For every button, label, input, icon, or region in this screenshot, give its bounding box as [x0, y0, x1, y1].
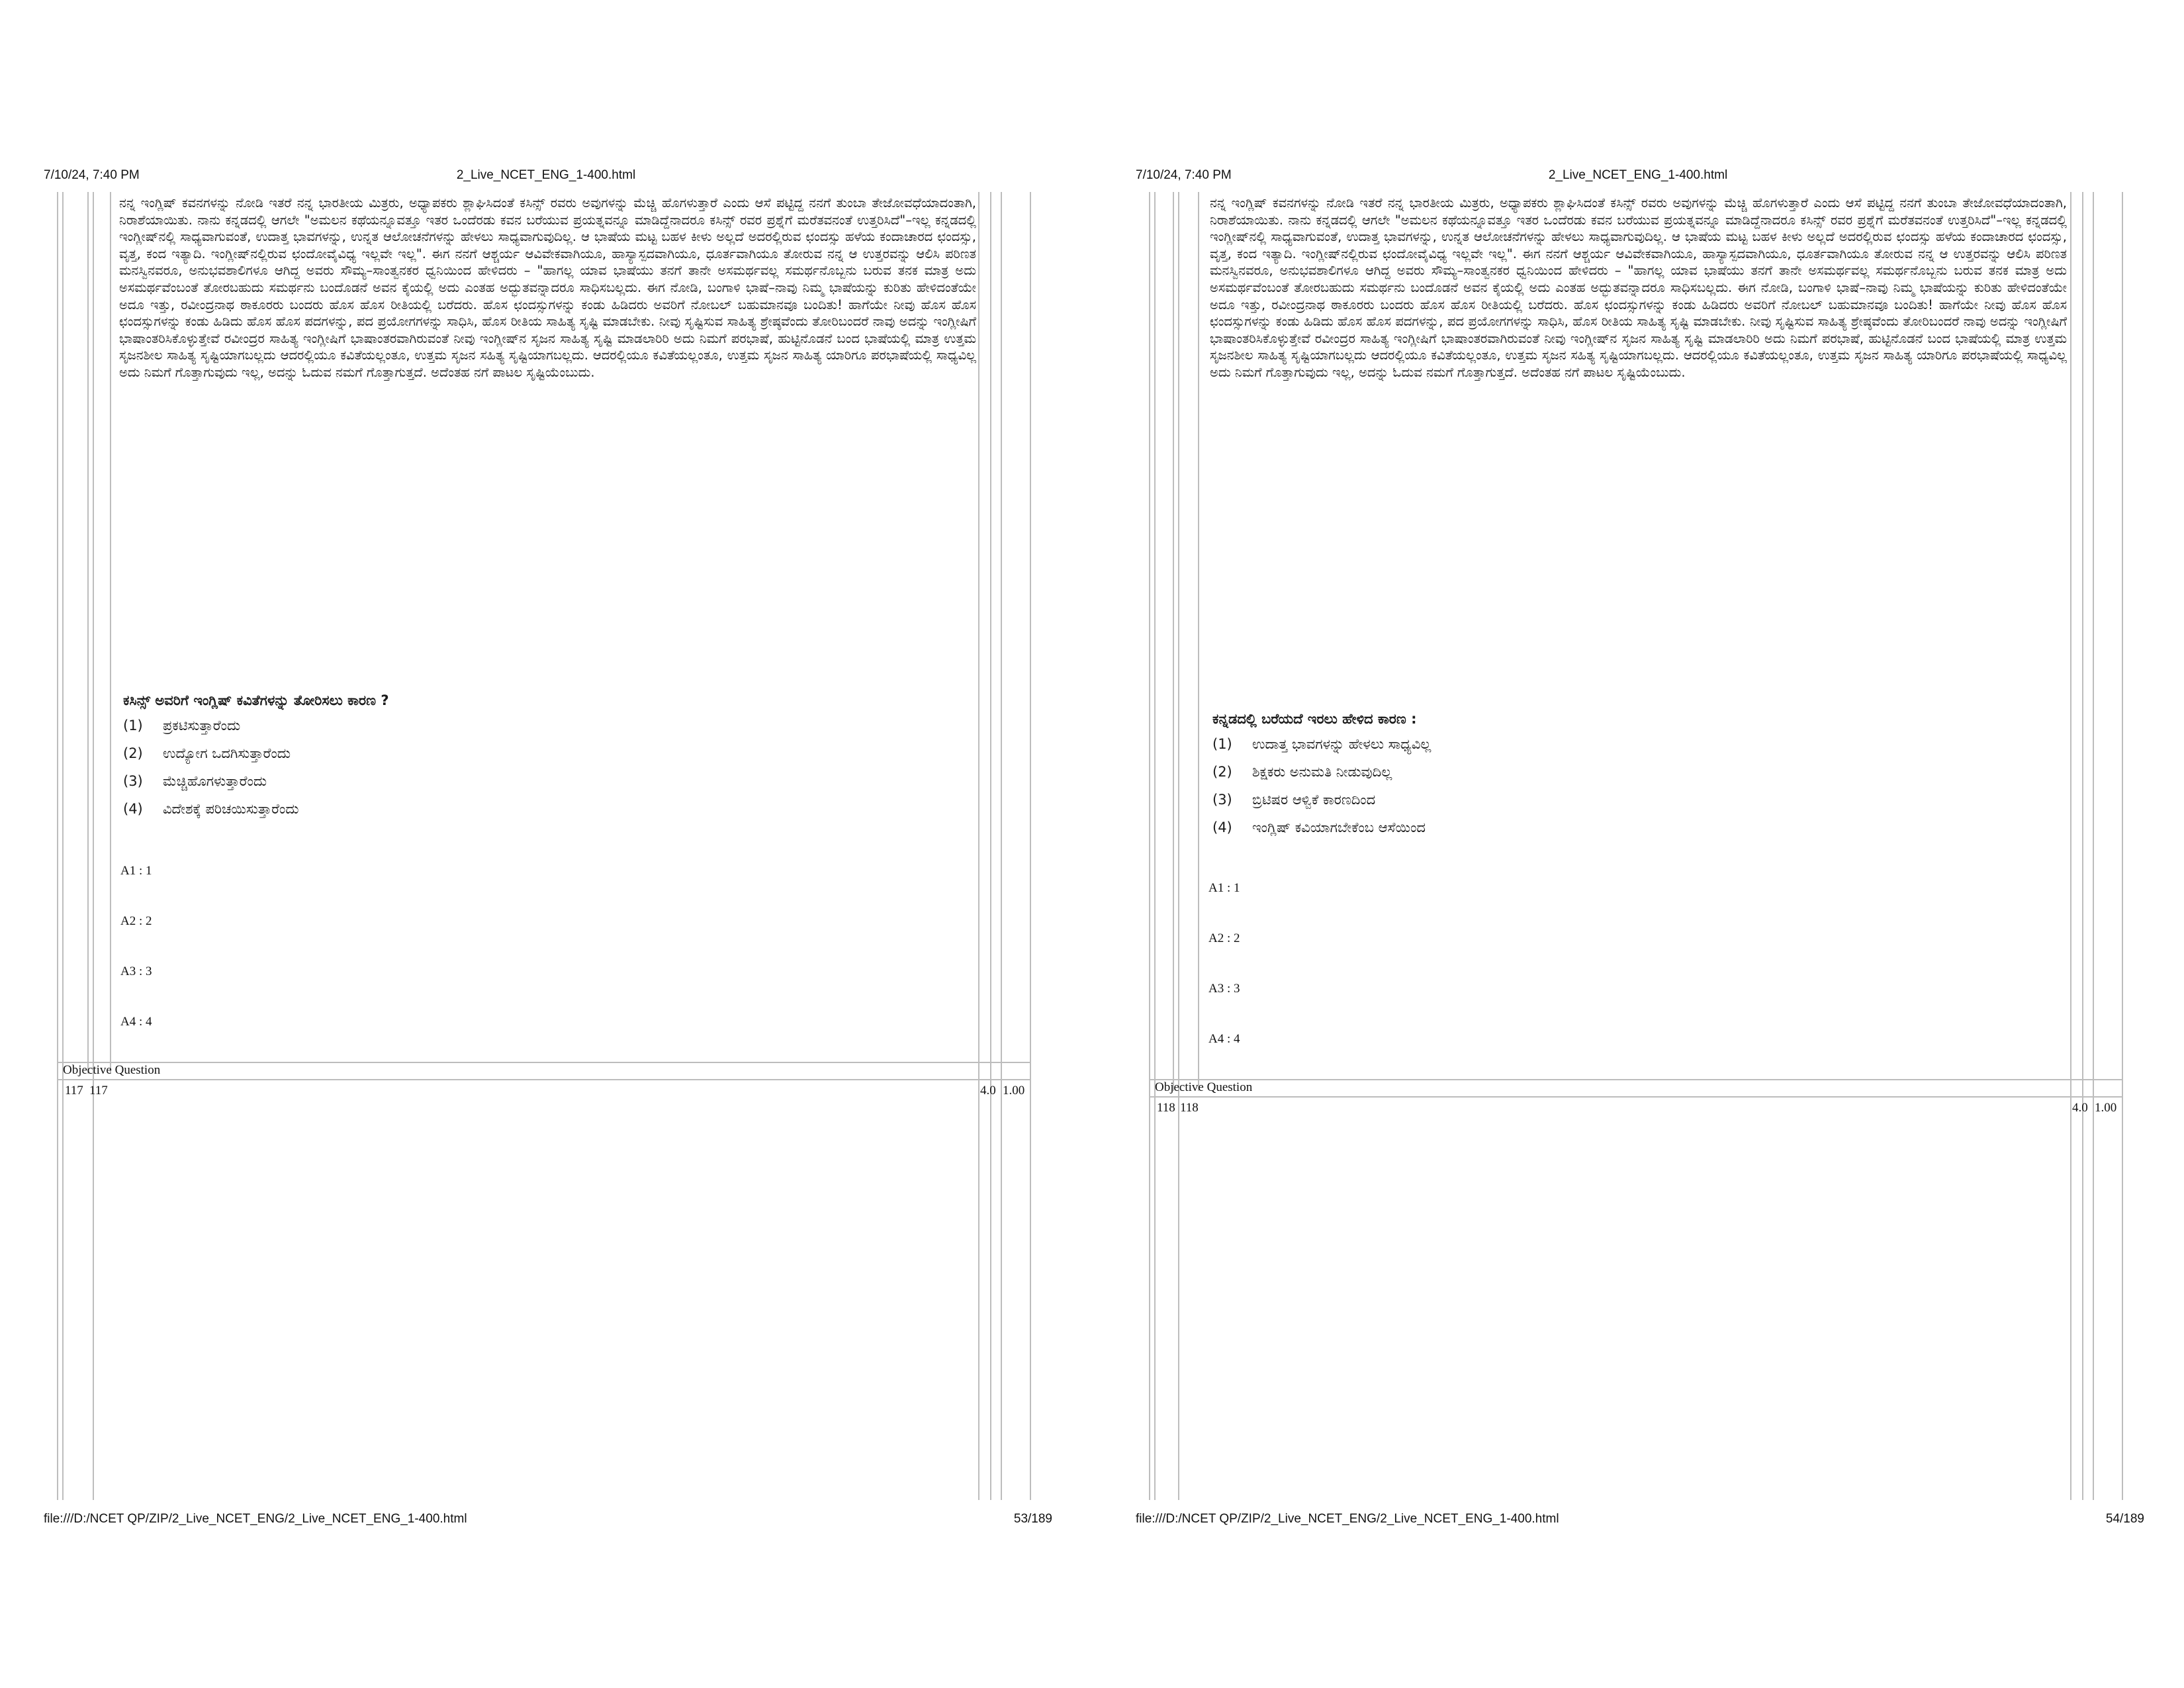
answer-key-3: A3 : 3 — [120, 964, 152, 978]
answer-key-2: A2 : 2 — [120, 914, 152, 928]
option-number: (2) — [123, 745, 143, 761]
table-border — [57, 1079, 1030, 1080]
comprehension-passage: ನನ್ನ ಇಂಗ್ಲಿಷ್ ಕವನಗಳನ್ನು ನೋಡಿ ಇತರೆ ನನ್ನ ಭಾರತೀಯ ಮಿತ್ರರು, ಅಧ್ಯಾಪಕರು ಶ್ಲಾಘಿಸಿದಂತೆ ಕಸಿನ್ಸ್ ರವರು ಅವುಗಳನ್ನು ಮೆಚ್ಚಿ ಹೊಗಳುತ್ತಾರೆ ಎಂದು ಆಸೆ ಪಟ್ಟಿದ್ದ ನನಗೆ ತುಂಬಾ ತೇಜೋವಧೆಯಾದಂತಾಗಿ, ನಿರಾಶೆಯಾಯಿತು. ನಾನು ಕನ್ನಡದಲ್ಲಿ ಆಗಲೇ "ಅಮಲನ ಕಥೆಯನ್ನೂವತ್ತೂ ಇತರ ಒಂದೆರಡು ಕವನ ಬರೆಯುವ ಪ್ರಯತ್ನವನ್ನೂ ಮಾಡಿದ್ದೆನಾದರೂ ಕಸಿನ್ಸ್ ರವರ ಪ್ರಶ್ನೆಗೆ ಮರೆತವನಂತೆ ಉತ್ತರಿಸಿದೆ"–ಇಲ್ಲ ಕನ್ನಡದಲ್ಲಿ ಇಂಗ್ಲೀಷ್‌ನಲ್ಲಿ ಸಾಧ್ಯವಾಗುವಂತೆ, ಉದಾತ್ತ ಭಾವಗಳನ್ನು, ಉನ್ನತ ಆಲೋಚನೆಗಳನ್ನು ಹೇಳಲು ಸಾಧ್ಯವಾಗುವುದಿಲ್ಲ. ಆ ಭಾಷೆಯ ಮಟ್ಟ ಬಹಳ ಕೀಳು ಅಲ್ಲದೆ ಅದರಲ್ಲಿರುವ ಛಂದಸ್ಸು ಹಳೆಯ ಕಂದಾಚಾರದ ಛಂದಸ್ಸು, ವೃತ್ತ, ಕಂದ ಇತ್ಯಾದಿ. ಇಂಗ್ಲೀಷ್‌ನಲ್ಲಿರುವ ಛಂದೋವೈವಿಧ್ಯ ಇಲ್ಲವೇ ಇಲ್ಲ". ಈಗ ನನಗೆ ಆಶ್ಚರ್ಯ ಆವಿವೇಕವಾಗಿಯೂ, ಹಾಸ್ಯಾಸ್ಪದವಾಗಿಯೂ, ಧೂರ್ತವಾಗಿಯೂ ತೋರುವ ನನ್ನ ಆ ಉತ್ತರವನ್ನು ಆಲಿಸಿ ಪರಿಣತ ಮನಸ್ವಿನವರೂ, ಅನುಭವಶಾಲಿಗಳೂ ಆಗಿದ್ದ ಅವರು ಸೌಮ್ಯ–ಸಾಂತ್ವನಕರ ಧ್ವನಿಯಿಂದ ಹೇಳಿದರು – "ಹಾಗಲ್ಲ ಯಾವ ಭಾಷೆಯು ತನಗೆ ತಾನೇ ಅಸಮರ್ಥವಲ್ಲ ಸಮರ್ಥನೊಬ್ಬನು ಬರುವ ತನಕ ಮಾತ್ರ ಅದು ಅಸಮರ್ಥವೆಂಬಂತೆ ತೋರಬಹುದು ಸಮರ್ಥನು ಬಂದೊಡನೆ ಅವನ ಕೈಯಲ್ಲಿ ಅದು ಎಂತಹ ಅದ್ಭುತವನ್ನಾದರೂ ಸಾಧಿಸಬಲ್ಲದು. ಈಗ ನೋಡಿ, ಬಂಗಾಳಿ ಭಾಷೆ–ನಾವು ನಿಮ್ಮ ಭಾಷೆಯನ್ನು ಕುರಿತು ಹೇಳಿದಂತೆಯೇ ಅದೂ ಇತ್ತು, ರವೀಂದ್ರನಾಥ ಠಾಕೂರರು ಬಂದರು ಹೊಸ ಹೊಸ ರೀತಿಯಲ್ಲಿ ಬರೆದರು. ಹೊಸ ಛಂದಸ್ಸುಗಳನ್ನು ಕಂಡು ಹಿಡಿದರು ಅವರಿಗೆ ನೋಬಲ್ ಬಹುಮಾನವೂ ಬಂದಿತು! ಹಾಗೆಯೇ ನೀವು ಹೊಸ ಹೊಸ ಛಂದಸ್ಸುಗಳನ್ನು ಕಂಡು ಹಿಡಿದು ಹೊಸ ಹೊಸ ಪದಗಳನ್ನು, ಪದ ಪ್ರಯೋಗಗಳನ್ನು ಸಾಧಿಸಿ, ಹೊಸ ರೀತಿಯ ಸಾಹಿತ್ಯ ಸೃಷ್ಟಿ ಮಾಡಬೇಕು. ನೀವು ಸೃಷ್ಟಿಸುವ ಸಾಹಿತ್ಯ ಶ್ರೇಷ್ಠವೆಂದು ತೋರಿಬಂದರೆ ನಾವು ಅದನ್ನು ಇಂಗ್ಲೀಷಿಗೆ ಭಾಷಾಂತರಿಸಿಕೊಳ್ಳುತ್ತೇವೆ ರವೀಂದ್ರರ ಸಾಹಿತ್ಯ ಇಂಗ್ಲೀಷಿಗೆ ಭಾಷಾಂತರವಾಗಿರುವಂತೆ ನೀವು ಇಂಗ್ಲೀಷ್‌ನ ಸೃಜನ ಸಾಹಿತ್ಯ ಸೃಷ್ಟಿ ಮಾಡಲಾರಿರಿ ಅದು ನಿಮಗೆ ಪರಭಾಷೆ, ಹುಟ್ಟಿನೊಡನೆ ಬಂದ ಭಾಷೆಯಲ್ಲಿ ಮಾತ್ರ ಉತ್ತಮ ಸೃಜನಶೀಲ ಸಾಹಿತ್ಯ ಸೃಷ್ಟಿಯಾಗಬಲ್ಲದು ಆದರಲ್ಲಿಯೂ ಕವಿತೆಯಲ್ಲಂತೂ, ಉತ್ತಮ ಸೃಜನ ಸಹಿತ್ಯ ಸೃಷ್ಟಿಯಾಗಬಲ್ಲದು. ಆದರಲ್ಲಿಯೂ ಕವಿತೆಯಲ್ಲಂತೂ, ಉತ್ತಮ ಸೃಜನ ಸಾಹಿತ್ಯ ಯಾರಿಗೂ ಪರಭಾಷೆಯಲ್ಲಿ ಸಾಧ್ಯವಿಲ್ಲ ಅದು ನಿಮಗೆ ಗೊತ್ತಾಗುವುದು ಇಲ್ಲ, ಅದನ್ನು ಓದುವ ನಮಗೆ ಗೊತ್ತಾಗುತ್ತದೆ. ಅದೆಂತಹ ನಗೆ ಪಾಟಲ ಸೃಷ್ಟಿಯೆಂಬುದು. — [119, 195, 976, 380]
header-title: 2_Live_NCET_ENG_1-400.html — [456, 168, 636, 182]
question-number: 118 — [1157, 1101, 1175, 1115]
answer-key-4: A4 : 4 — [120, 1015, 152, 1029]
answer-key-1: A1 : 1 — [120, 864, 152, 878]
header-title: 2_Live_NCET_ENG_1-400.html — [1548, 168, 1728, 182]
option-number: (1) — [123, 718, 143, 733]
table-border — [1198, 192, 1199, 1091]
table-border — [1001, 192, 1002, 1500]
table-border — [1149, 192, 1150, 1500]
option-number: (4) — [123, 801, 143, 817]
table-border — [1178, 192, 1179, 1500]
answer-key-3: A3 : 3 — [1208, 982, 1240, 996]
table-border — [2070, 192, 2071, 1500]
table-border — [87, 192, 89, 1074]
table-border — [1173, 192, 1174, 1091]
option-text: ವಿದೇಶಕ್ಕೆ ಪರಿಚಯಿಸುತ್ತಾರೆಂದು — [163, 801, 299, 817]
footer-url: file:///D:/NCET QP/ZIP/2_Live_NCET_ENG/2_Live_NCET_ENG_1-400.html — [1136, 1512, 1559, 1526]
table-border — [2093, 192, 2094, 1500]
table-border — [57, 192, 58, 1500]
question-text: ಕಸಿನ್ಸ್ ಅವರಿಗೆ ಇಂಗ್ಲಿಷ್ ಕವಿತೆಗಳನ್ನು ತೋರಿಸಲು ಕಾರಣ ? — [123, 692, 389, 708]
answer-key-2: A2 : 2 — [1208, 931, 1240, 945]
comprehension-passage: ನನ್ನ ಇಂಗ್ಲಿಷ್ ಕವನಗಳನ್ನು ನೋಡಿ ಇತರೆ ನನ್ನ ಭಾರತೀಯ ಮಿತ್ರರು, ಅಧ್ಯಾಪಕರು ಶ್ಲಾಘಿಸಿದಂತೆ ಕಸಿನ್ಸ್ ರವರು ಅವುಗಳನ್ನು ಮೆಚ್ಚಿ ಹೊಗಳುತ್ತಾರೆ ಎಂದು ಆಸೆ ಪಟ್ಟಿದ್ದ ನನಗೆ ತುಂಬಾ ತೇಜೋವಧೆಯಾದಂತಾಗಿ, ನಿರಾಶೆಯಾಯಿತು. ನಾನು ಕನ್ನಡದಲ್ಲಿ ಆಗಲೇ "ಅಮಲನ ಕಥೆಯನ್ನೂವತ್ತೂ ಇತರ ಒಂದೆರಡು ಕವನ ಬರೆಯುವ ಪ್ರಯತ್ನವನ್ನೂ ಮಾಡಿದ್ದೆನಾದರೂ ಕಸಿನ್ಸ್ ರವರ ಪ್ರಶ್ನೆಗೆ ಮರೆತವನಂತೆ ಉತ್ತರಿಸಿದೆ"–ಇಲ್ಲ ಕನ್ನಡದಲ್ಲಿ ಇಂಗ್ಲೀಷ್‌ನಲ್ಲಿ ಸಾಧ್ಯವಾಗುವಂತೆ, ಉದಾತ್ತ ಭಾವಗಳನ್ನು, ಉನ್ನತ ಆಲೋಚನೆಗಳನ್ನು ಹೇಳಲು ಸಾಧ್ಯವಾಗುವುದಿಲ್ಲ. ಆ ಭಾಷೆಯ ಮಟ್ಟ ಬಹಳ ಕೀಳು ಅಲ್ಲದೆ ಅದರಲ್ಲಿರುವ ಛಂದಸ್ಸು ಹಳೆಯ ಕಂದಾಚಾರದ ಛಂದಸ್ಸು, ವೃತ್ತ, ಕಂದ ಇತ್ಯಾದಿ. ಇಂಗ್ಲೀಷ್‌ನಲ್ಲಿರುವ ಛಂದೋವೈವಿಧ್ಯ ಇಲ್ಲವೇ ಇಲ್ಲ". ಈಗ ನನಗೆ ಆಶ್ಚರ್ಯ ಆವಿವೇಕವಾಗಿಯೂ, ಹಾಸ್ಯಾಸ್ಪದವಾಗಿಯೂ, ಧೂರ್ತವಾಗಿಯೂ ತೋರುವ ನನ್ನ ಆ ಉತ್ತರವನ್ನು ಆಲಿಸಿ ಪರಿಣತ ಮನಸ್ವಿನವರೂ, ಅನುಭವಶಾಲಿಗಳೂ ಆಗಿದ್ದ ಅವರು ಸೌಮ್ಯ–ಸಾಂತ್ವನಕರ ಧ್ವನಿಯಿಂದ ಹೇಳಿದರು – "ಹಾಗಲ್ಲ ಯಾವ ಭಾಷೆಯು ತನಗೆ ತಾನೇ ಅಸಮರ್ಥವಲ್ಲ ಸಮರ್ಥನೊಬ್ಬನು ಬರುವ ತನಕ ಮಾತ್ರ ಅದು ಅಸಮರ್ಥವೆಂಬಂತೆ ತೋರಬಹುದು ಸಮರ್ಥನು ಬಂದೊಡನೆ ಅವನ ಕೈಯಲ್ಲಿ ಅದು ಎಂತಹ ಅದ್ಭುತವನ್ನಾದರೂ ಸಾಧಿಸಬಲ್ಲದು. ಈಗ ನೋಡಿ, ಬಂಗಾಳಿ ಭಾಷೆ–ನಾವು ನಿಮ್ಮ ಭಾಷೆಯನ್ನು ಕುರಿತು ಹೇಳಿದಂತೆಯೇ ಅದೂ ಇತ್ತು, ರವೀಂದ್ರನಾಥ ಠಾಕೂರರು ಬಂದರು ಹೊಸ ಹೊಸ ರೀತಿಯಲ್ಲಿ ಬರೆದರು. ಹೊಸ ಛಂದಸ್ಸುಗಳನ್ನು ಕಂಡು ಹಿಡಿದರು ಅವರಿಗೆ ನೋಬಲ್ ಬಹುಮಾನವೂ ಬಂದಿತು! ಹಾಗೆಯೇ ನೀವು ಹೊಸ ಹೊಸ ಛಂದಸ್ಸುಗಳನ್ನು ಕಂಡು ಹಿಡಿದು ಹೊಸ ಹೊಸ ಪದಗಳನ್ನು, ಪದ ಪ್ರಯೋಗಗಳನ್ನು ಸಾಧಿಸಿ, ಹೊಸ ರೀತಿಯ ಸಾಹಿತ್ಯ ಸೃಷ್ಟಿ ಮಾಡಬೇಕು. ನೀವು ಸೃಷ್ಟಿಸುವ ಸಾಹಿತ್ಯ ಶ್ರೇಷ್ಠವೆಂದು ತೋರಿಬಂದರೆ ನಾವು ಅದನ್ನು ಇಂಗ್ಲೀಷಿಗೆ ಭಾಷಾಂತರಿಸಿಕೊಳ್ಳುತ್ತೇವೆ ರವೀಂದ್ರರ ಸಾಹಿತ್ಯ ಇಂಗ್ಲೀಷಿಗೆ ಭಾಷಾಂತರವಾಗಿರುವಂತೆ ನೀವು ಇಂಗ್ಲೀಷ್‌ನ ಸೃಜನ ಸಾಹಿತ್ಯ ಸೃಷ್ಟಿ ಮಾಡಲಾರಿರಿ ಅದು ನಿಮಗೆ ಪರಭಾಷೆ, ಹುಟ್ಟಿನೊಡನೆ ಬಂದ ಭಾಷೆಯಲ್ಲಿ ಮಾತ್ರ ಉತ್ತಮ ಸೃಜನಶೀಲ ಸಾಹಿತ್ಯ ಸೃಷ್ಟಿಯಾಗಬಲ್ಲದು ಆದರಲ್ಲಿಯೂ ಕವಿತೆಯಲ್ಲಂತೂ, ಉತ್ತಮ ಸೃಜನ ಸಹಿತ್ಯ ಸೃಷ್ಟಿಯಾಗಬಲ್ಲದು. ಆದರಲ್ಲಿಯೂ ಕವಿತೆಯಲ್ಲಂತೂ, ಉತ್ತಮ ಸೃಜನ ಸಾಹಿತ್ಯ ಯಾರಿಗೂ ಪರಭಾಷೆಯಲ್ಲಿ ಸಾಧ್ಯವಿಲ್ಲ ಅದು ನಿಮಗೆ ಗೊತ್ತಾಗುವುದು ಇಲ್ಲ, ಅದನ್ನು ಓದುವ ನಮಗೆ ಗೊತ್ತಾಗುತ್ತದೆ. ಅದೆಂತಹ ನಗೆ ಪಾಟಲ ಸೃಷ್ಟಿಯೆಂಬುದು. — [1210, 195, 2067, 380]
option-text: ಉದ್ಯೋಗ ಒದಗಿಸುತ್ತಾರೆಂದು — [163, 745, 291, 761]
option-number: (3) — [1212, 792, 1232, 808]
objective-question-label: Objective Question — [63, 1063, 161, 1077]
option-number: (3) — [123, 773, 143, 789]
table-border — [93, 192, 94, 1500]
table-border — [1149, 1096, 2122, 1098]
option-text: ಉದಾತ್ತ ಭಾವಗಳನ್ನು ಹೇಳಲು ಸಾಧ್ಯವಿಲ್ಲ — [1252, 736, 1432, 752]
option-4 — [123, 801, 299, 818]
negative-marks-value: 1.00 — [1003, 1084, 1025, 1098]
print-page-54 — [1092, 0, 2184, 1688]
marks-value: 4.0 — [2072, 1101, 2088, 1115]
option-4 — [1212, 820, 1426, 836]
option-number: (1) — [1212, 736, 1232, 752]
option-text: ಬ್ರಿಟಿಷರ ಆಳ್ವಿಕೆ ಕಾರಣದಿಂದ — [1252, 792, 1376, 808]
header-datetime: 7/10/24, 7:40 PM — [1136, 168, 1232, 182]
question-number: 117 — [65, 1084, 83, 1098]
table-border — [57, 1062, 1030, 1063]
table-border — [1154, 192, 1156, 1500]
table-border — [2122, 192, 2123, 1500]
table-border — [1030, 192, 1031, 1500]
option-text: ಶಿಕ್ಷಕರು ಅನುಮತಿ ನೀಡುವುದಿಲ್ಲ — [1252, 764, 1392, 780]
footer-page-number: 54/189 — [2105, 1512, 2144, 1526]
table-border — [978, 192, 979, 1500]
option-text: ಪ್ರಕಟಿಸುತ್ತಾರೆಂದು — [163, 718, 241, 733]
table-border — [110, 192, 111, 1074]
negative-marks-value: 1.00 — [2095, 1101, 2117, 1115]
marks-value: 4.0 — [980, 1084, 996, 1098]
option-text: ಇಂಗ್ಲಿಷ್ ಕವಿಯಾಗಬೇಕೆಂಬ ಆಸೆಯಿಂದ — [1252, 820, 1426, 835]
option-text: ಮೆಚ್ಚಿಹೊಗಳುತ್ತಾರೆಂದು — [163, 773, 267, 789]
option-1 — [123, 718, 240, 734]
option-3 — [123, 773, 267, 790]
answer-key-4: A4 : 4 — [1208, 1032, 1240, 1046]
footer-page-number: 53/189 — [1013, 1512, 1052, 1526]
option-2 — [1212, 764, 1392, 780]
footer-url: file:///D:/NCET QP/ZIP/2_Live_NCET_ENG/2_Live_NCET_ENG_1-400.html — [44, 1512, 467, 1526]
option-1 — [1212, 736, 1431, 753]
table-border — [1149, 1079, 2122, 1080]
option-number: (4) — [1212, 820, 1232, 835]
table-border — [62, 192, 64, 1500]
option-3 — [1212, 792, 1375, 808]
question-text: ಕನ್ನಡದಲ್ಲಿ ಬರೆಯದೆ ಇರಲು ಹೇಳಿದ ಕಾರಣ : — [1212, 711, 1417, 727]
objective-question-label: Objective Question — [1155, 1080, 1253, 1094]
question-id: 118 — [1180, 1101, 1199, 1115]
table-border — [990, 192, 991, 1500]
table-border — [2082, 192, 2083, 1500]
option-2 — [123, 745, 291, 762]
answer-key-1: A1 : 1 — [1208, 881, 1240, 895]
option-number: (2) — [1212, 764, 1232, 780]
question-id: 117 — [89, 1084, 108, 1098]
header-datetime: 7/10/24, 7:40 PM — [44, 168, 140, 182]
